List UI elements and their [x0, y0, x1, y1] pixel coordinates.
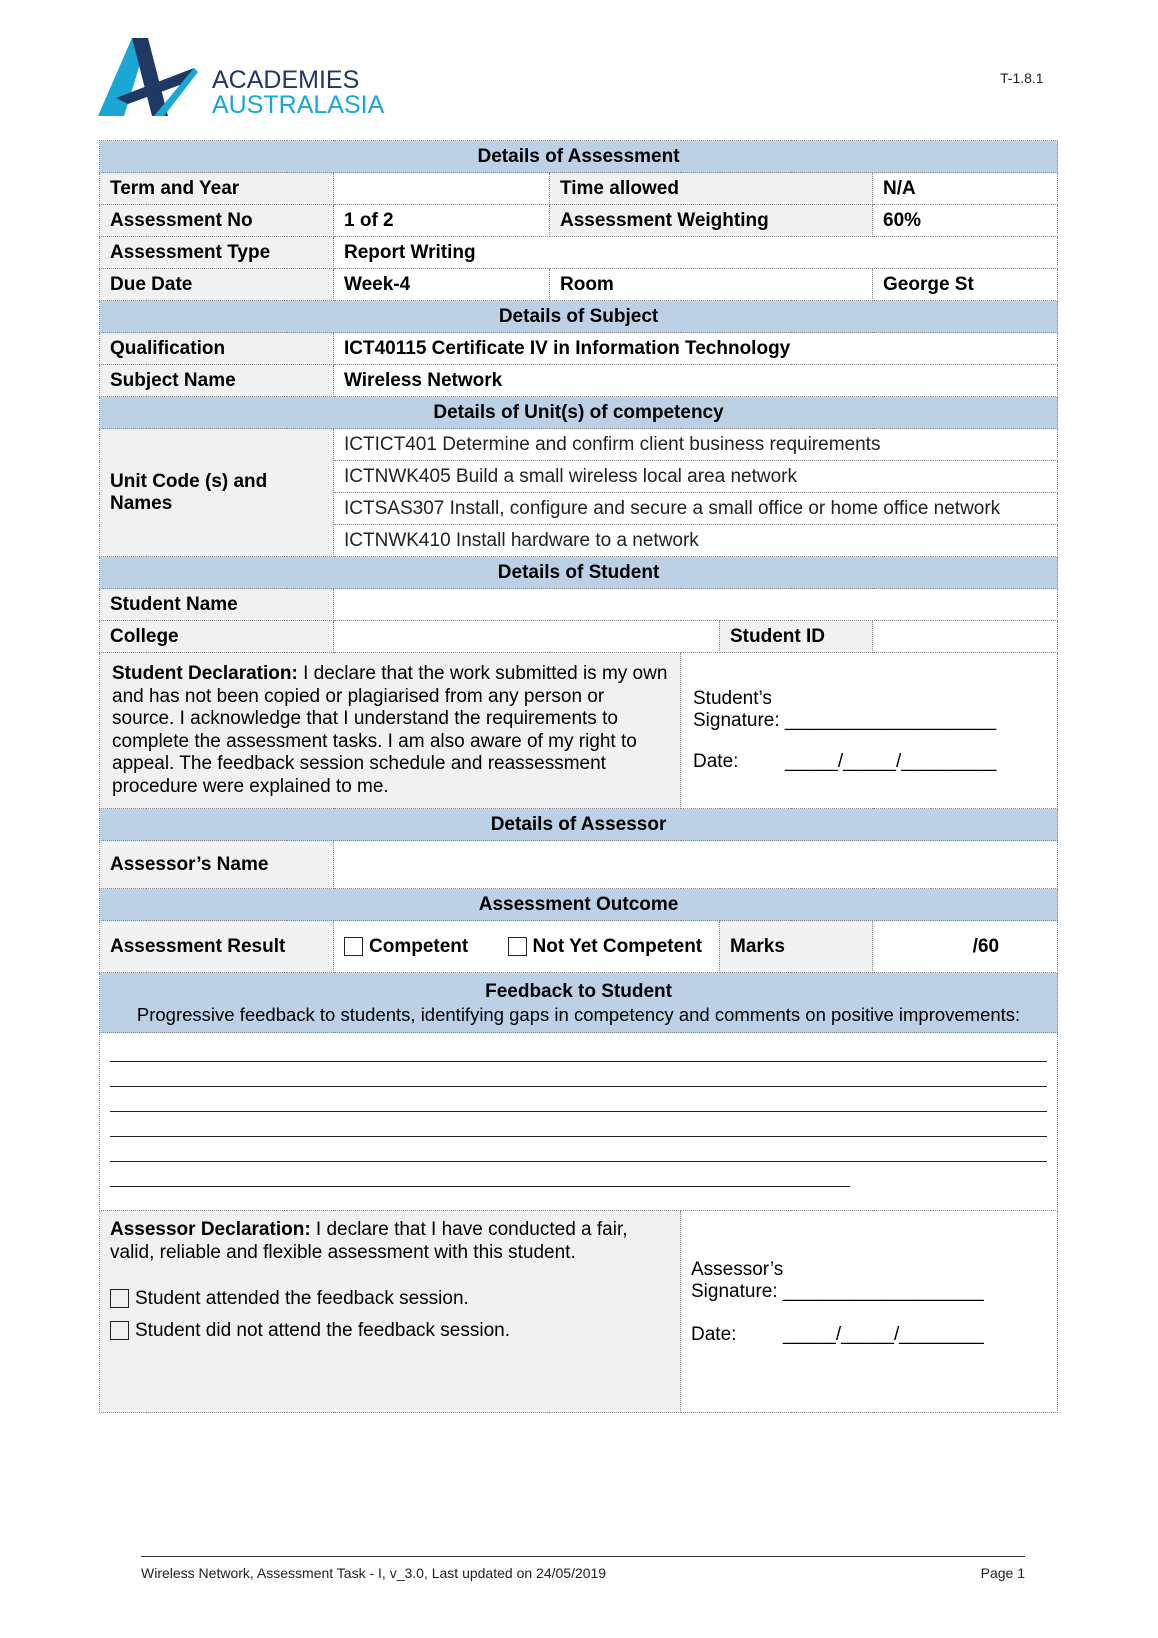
time-allowed-label: Time allowed: [550, 173, 873, 205]
unit-item: ICTSAS307 Install, configure and secure a small office or home office network: [334, 493, 1058, 525]
subject-name-label: Subject Name: [100, 365, 334, 397]
student-declaration: [100, 653, 681, 809]
attended-label: Student attended the feedback session.: [135, 1288, 469, 1309]
feedback-section-header: [100, 973, 1058, 1033]
room-value: George St: [873, 269, 1058, 301]
student-signature-label-1: Student’s: [693, 687, 772, 709]
student-declaration-title: Student Declaration:: [112, 663, 298, 684]
assessor-signature-field[interactable]: Signature: ___________________: [691, 1281, 984, 1303]
term-value[interactable]: [334, 173, 550, 205]
feedback-title: Feedback to Student: [485, 980, 672, 1002]
feedback-line: [110, 1062, 1047, 1087]
assessor-declaration: [100, 1211, 681, 1413]
assessment-result-label: Assessment Result: [100, 921, 334, 973]
feedback-line: [110, 1087, 1047, 1112]
due-date-label: Due Date: [100, 269, 334, 301]
not-attended-checkbox[interactable]: [110, 1321, 129, 1340]
academies-australasia-logo: [98, 38, 385, 120]
due-date-value: Week-4: [334, 269, 550, 301]
feedback-line: [110, 1112, 1047, 1137]
unit-item: ICTICT401 Determine and confirm client business requirements: [334, 429, 1058, 461]
not-attended-label: Student did not attend the feedback session.: [135, 1319, 510, 1341]
student-id-label: Student ID: [720, 621, 873, 653]
assessment-no-value: 1 of 2: [334, 205, 550, 237]
result-options: [334, 921, 720, 973]
feedback-subtitle: Progressive feedback to students, identifying gaps in competency and comments on positive improvements:: [136, 1003, 1021, 1025]
footer-document-info: Wireless Network, Assessment Task - I, v_3.0, Last updated on 24/05/2019: [141, 1565, 607, 1581]
unit-item: ICTNWK405 Build a small wireless local area network: [334, 461, 1058, 493]
qualification-value: ICT40115 Certificate IV in Information Technology: [334, 333, 1058, 365]
subject-section-header: Details of Subject: [100, 301, 1058, 333]
assessor-signature-label-1: Assessor’s: [691, 1258, 784, 1280]
student-name-label: Student Name: [100, 589, 334, 621]
feedback-line: [110, 1162, 850, 1187]
assessment-cover-table: [99, 140, 1058, 1413]
student-date-label: Date:: [693, 750, 739, 772]
logo-mark-icon: [98, 38, 203, 120]
outcome-section-header: Assessment Outcome: [100, 889, 1058, 921]
assessment-type-label: Assessment Type: [100, 237, 334, 269]
page-footer: [141, 1556, 1025, 1581]
competent-label: Competent: [369, 935, 469, 957]
assessment-section-header: Details of Assessment: [100, 141, 1058, 173]
assessor-name-field[interactable]: [334, 841, 1058, 889]
feedback-line: [110, 1137, 1047, 1162]
logo-line-1: ACADEMIES: [212, 66, 360, 94]
weighting-label: Assessment Weighting: [550, 205, 873, 237]
weighting-value: 60%: [873, 205, 1058, 237]
student-id-field[interactable]: [873, 621, 1058, 653]
room-label: Room: [550, 269, 873, 301]
assessor-declaration-title: Assessor Declaration:: [110, 1219, 311, 1240]
college-label: College: [100, 621, 334, 653]
feedback-line: [110, 1037, 1047, 1062]
assessor-name-label: Assessor’s Name: [100, 841, 334, 889]
qualification-label: Qualification: [100, 333, 334, 365]
marks-label: Marks: [720, 921, 873, 973]
student-section-header: Details of Student: [100, 557, 1058, 589]
subject-name-value: Wireless Network: [334, 365, 1058, 397]
logo-line-2: AUSTRALASIA: [212, 91, 385, 119]
unit-item: ICTNWK410 Install hardware to a network: [334, 525, 1058, 557]
student-declaration-text: I declare that the work submitted is my own and has not been copied or plagiarised from any person or source. I acknowledge that I understand the requirements to complete the assessment tasks. I am also aware of my right to appeal. The feedback session schedule and reassessment procedure were explained to me.: [112, 663, 668, 797]
feedback-area[interactable]: [100, 1033, 1058, 1211]
time-allowed-value: N/A: [873, 173, 1058, 205]
units-section-header: Details of Unit(s) of competency: [100, 397, 1058, 429]
student-signature-field[interactable]: Signature: ____________________: [693, 710, 997, 732]
assessor-date-label: Date:: [691, 1323, 737, 1345]
not-yet-competent-label: Not Yet Competent: [532, 935, 703, 957]
assessment-type-value: Report Writing: [334, 237, 1058, 269]
competent-checkbox[interactable]: [344, 937, 363, 956]
assessor-date-row: [691, 1324, 1047, 1347]
assessor-date-field[interactable]: _____/_____/________: [783, 1323, 984, 1345]
student-date-field[interactable]: _____/_____/_________: [785, 750, 997, 772]
assessment-no-label: Assessment No: [100, 205, 334, 237]
student-date-row: [693, 751, 1047, 774]
unit-code-label: Unit Code (s) and Names: [100, 429, 334, 557]
footer-page-number: Page 1: [980, 1565, 1025, 1581]
marks-value[interactable]: /60: [873, 921, 1058, 973]
college-field[interactable]: [334, 621, 720, 653]
student-name-field[interactable]: [334, 589, 1058, 621]
assessor-declaration-text: I declare that I have conducted a fair, valid, reliable and flexible assessment with this student.: [110, 1219, 628, 1263]
term-label: Term and Year: [100, 173, 334, 205]
assessor-signature-block: [681, 1211, 1058, 1413]
student-signature-block: [681, 653, 1058, 809]
not-yet-competent-checkbox[interactable]: [508, 937, 527, 956]
document-reference: T-1.8.1: [1000, 70, 1044, 86]
assessor-section-header: Details of Assessor: [100, 809, 1058, 841]
attended-checkbox[interactable]: [110, 1289, 129, 1308]
